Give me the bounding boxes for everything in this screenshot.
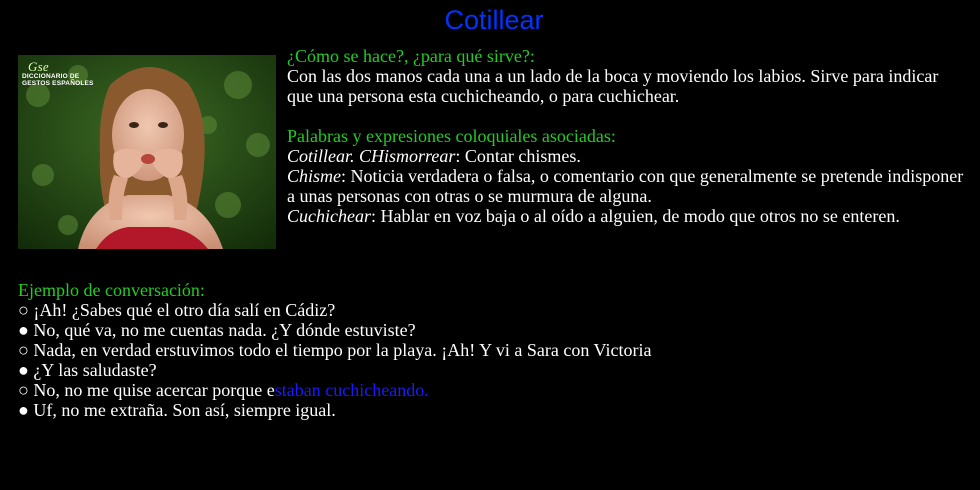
word-term: Cuchichear [287,206,371,226]
conversation-line [18,320,968,340]
word-definition: : Contar chismes. [455,146,581,166]
word-term: Cotillear. CHismorrear [287,146,456,166]
words-heading: Palabras y expresiones coloquiales asociadas: [287,126,616,146]
conversation-text: No, qué va, no me cuentas nada. ¿Y dónde estuviste? [28,320,416,340]
word-term: Chisme [287,166,341,186]
word-definition: : Noticia verdadera o falsa, o comentario con que generalmente se pretende indisponer a unas personas con otras o se murmura de alguna. [287,166,964,206]
logo-line-1: DICCIONARIO DE [22,73,80,80]
word-definition: : Hablar en voz baja o al oído a alguien, de modo que otros no se enteren. [370,206,900,226]
conversation-line [18,300,968,320]
conversation-example [18,280,968,420]
logo-mark: Gse [28,59,49,74]
bullet-icon: ○ [18,340,29,360]
gesture-photo [18,55,276,249]
logo-line-2: GESTOS ESPAÑOLES [22,80,94,87]
bullet-icon: ● [18,360,29,380]
word-entry [287,146,967,166]
page-title: Cotillear [444,5,544,35]
conversation-text: Uf, no me extraña. Son así, siempre igual. [28,400,336,420]
how-text: Con las dos manos cada una a un lado de la boca y moviendo los labios. Sirve para indicar que una persona esta cuchicheando, o para cuchichear. [287,66,939,106]
bullet-icon: ○ [18,300,29,320]
how-heading: ¿Cómo se hace?, ¿para qué sirve?: [287,46,535,66]
conversation-text: Nada, en verdad erstuvimos todo el tiempo por la playa. ¡Ah! Y vi a Sara con Victoria [28,340,652,360]
conversation-line [18,340,968,360]
word-entry [287,166,967,206]
conversation-line [18,400,968,420]
gesture-info [287,46,967,226]
conversation-heading: Ejemplo de conversación: [18,280,205,300]
conversation-line [18,360,968,380]
word-entry [287,206,967,226]
conversation-line [18,380,968,400]
logo [22,61,94,87]
conversation-text: No, no me quise acercar porque e [28,380,275,400]
bullet-icon: ○ [18,380,29,400]
bullet-icon: ● [18,400,29,420]
highlighted-text: staban cuchicheando. [274,380,429,400]
bullet-icon: ● [18,320,29,340]
conversation-text: ¿Y las saludaste? [28,360,157,380]
conversation-text: ¡Ah! ¿Sabes qué el otro día salí en Cádiz? [28,300,336,320]
